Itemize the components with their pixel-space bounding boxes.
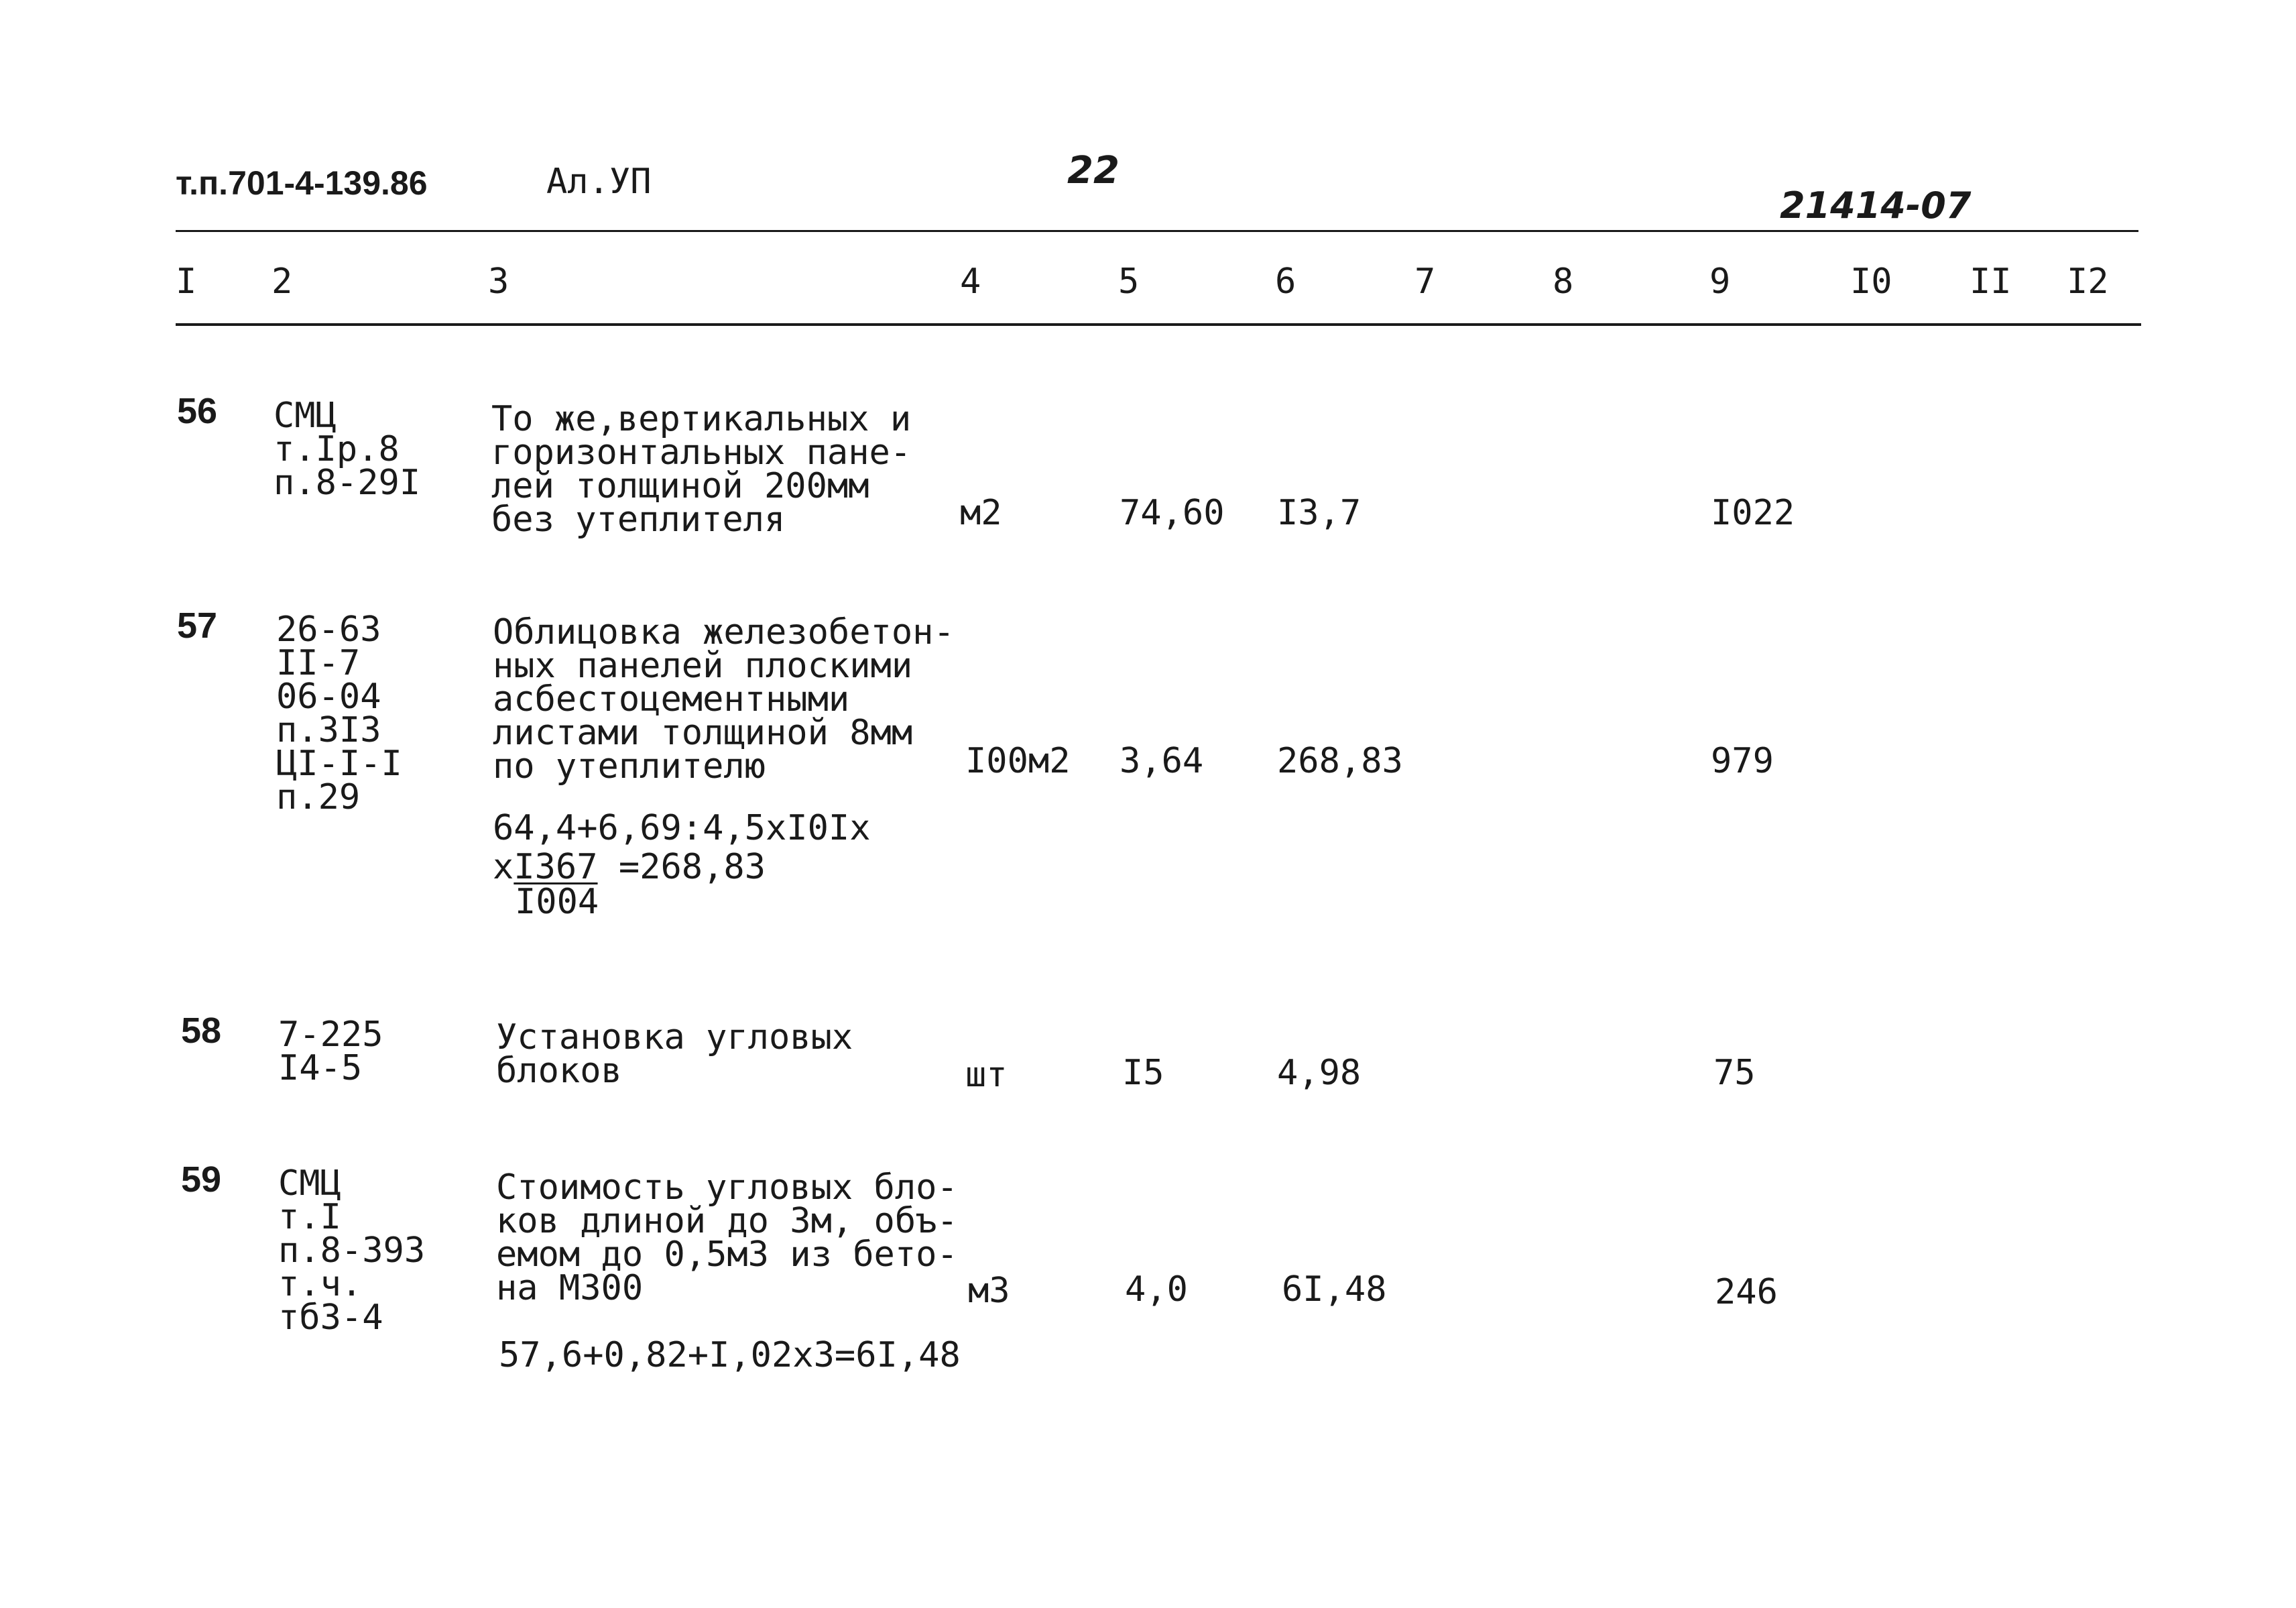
row-description — [493, 612, 955, 787]
column-header: 4 — [960, 262, 981, 302]
row-number: 58 — [181, 1011, 222, 1051]
page-number: 22 — [1067, 149, 1120, 192]
code-line: II-7 — [276, 643, 361, 683]
description-line: без утеплителя — [491, 500, 786, 540]
row-unit: I00м2 — [965, 741, 1071, 781]
code-line: п.8-393 — [278, 1230, 426, 1271]
code-line: п.8-29I — [274, 463, 421, 503]
row-price: 268,83 — [1277, 741, 1403, 781]
column-header: II — [1970, 262, 2012, 302]
description-line: лей толщиной 200мм — [491, 466, 869, 506]
code-line: т.Iр.8 — [274, 429, 400, 469]
description-line: То же,вертикальных и — [491, 399, 912, 439]
code-line: СМЦ — [274, 396, 337, 436]
row-code — [278, 1015, 383, 1088]
formula-fraction — [493, 847, 766, 887]
row-code — [276, 610, 402, 817]
code-line: 06-04 — [276, 677, 381, 717]
column-header: I2 — [2067, 262, 2109, 302]
row-number: 57 — [177, 606, 218, 646]
row-quantity: 74,60 — [1120, 493, 1225, 533]
code-line: 26-63 — [276, 610, 381, 650]
description-line: Облицовка железобетон- — [493, 612, 955, 652]
top-rule — [176, 230, 2138, 232]
column-header: 6 — [1275, 262, 1296, 302]
document-code: т.п.701-4-139.86 — [176, 164, 428, 202]
row-price: 4,98 — [1277, 1053, 1362, 1093]
row-quantity: I5 — [1122, 1053, 1164, 1093]
row-price: I3,7 — [1277, 493, 1362, 533]
description-line: Установка угловых — [496, 1017, 853, 1057]
row-total: 75 — [1713, 1053, 1756, 1093]
description-line: на М300 — [496, 1268, 644, 1308]
row-unit: шт — [965, 1055, 1008, 1095]
column-header: 5 — [1118, 262, 1140, 302]
code-line: п.3I3 — [276, 710, 381, 750]
description-line: асбестоцементными — [493, 679, 850, 720]
code-line: СМЦ — [278, 1163, 341, 1204]
column-header: I — [176, 262, 197, 302]
formula-line: 64,4+6,69:4,5хI0Iх — [493, 808, 871, 848]
row-quantity: 3,64 — [1120, 741, 1204, 781]
row-unit: м3 — [968, 1271, 1010, 1311]
row-number: 56 — [177, 391, 218, 431]
row-unit: м2 — [960, 493, 1002, 533]
code-line: т.ч. — [278, 1264, 363, 1304]
column-header: 7 — [1414, 262, 1436, 302]
description-line: Стоимость угловых бло- — [496, 1167, 958, 1208]
formula-result: =268,83 — [618, 847, 766, 887]
description-line: по утеплителю — [493, 746, 766, 787]
row-quantity: 4,0 — [1125, 1269, 1188, 1310]
code-line: т.I — [278, 1197, 341, 1237]
row-description — [496, 1167, 958, 1308]
formula-denominator: I004 — [515, 882, 599, 922]
row-number: 59 — [181, 1159, 222, 1200]
column-header: 2 — [271, 262, 293, 302]
column-header: 9 — [1709, 262, 1731, 302]
formula-line: 57,6+0,82+I,02х3=6I,48 — [499, 1335, 961, 1375]
description-line: листами толщиной 8мм — [493, 713, 913, 753]
code-line: I4-5 — [278, 1048, 363, 1088]
description-line: ных панелей плоскими — [493, 646, 913, 686]
formula-prefix: х — [493, 847, 514, 887]
row-total: I022 — [1711, 493, 1795, 533]
row-code — [278, 1163, 426, 1338]
archive-number: 21414-07 — [1780, 184, 1972, 227]
code-line: 7-225 — [278, 1015, 383, 1055]
header-rule — [176, 323, 2141, 326]
row-description — [496, 1017, 853, 1091]
column-header: 3 — [488, 262, 509, 302]
description-line: ков длиной до 3м, объ- — [496, 1201, 958, 1241]
row-code — [274, 396, 421, 503]
code-line: ЦI-I-I — [276, 744, 402, 784]
description-line: емом до 0,5м3 из бето- — [496, 1234, 958, 1275]
code-line: п.29 — [276, 777, 361, 817]
row-total: 979 — [1711, 741, 1774, 781]
formula-numerator: I367 — [513, 847, 598, 887]
row-price: 6I,48 — [1282, 1269, 1387, 1310]
description-line: горизонтальных пане- — [491, 433, 912, 473]
row-total: 246 — [1715, 1272, 1778, 1312]
description-line: блоков — [496, 1051, 622, 1091]
album-label: Ал.УП — [546, 162, 652, 202]
column-header: 8 — [1553, 262, 1574, 302]
column-header: I0 — [1850, 262, 1892, 302]
row-description — [491, 399, 912, 540]
code-line: тб3-4 — [278, 1298, 383, 1338]
